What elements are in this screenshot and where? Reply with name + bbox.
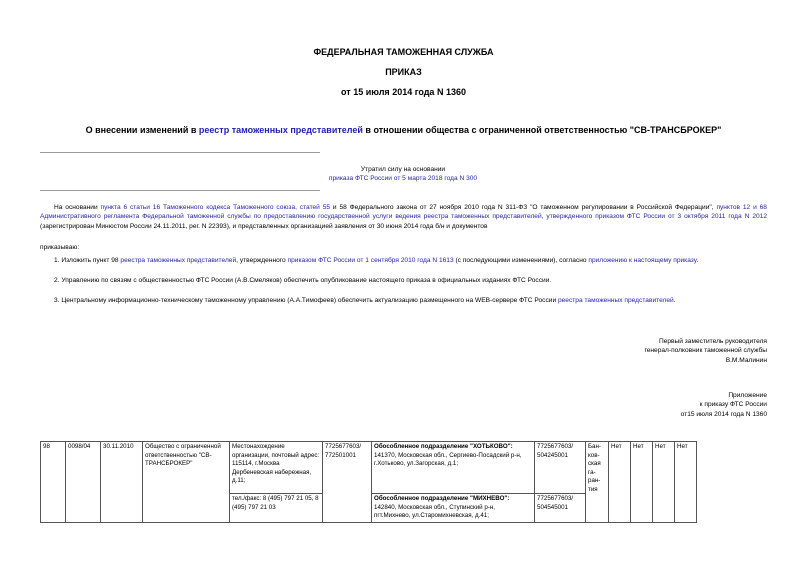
table-row <box>41 442 697 494</box>
preamble-text: и 58 Федерального закона от 27 ноября 2010 года N 311-ФЗ "О таможенном регулировании в Российской Федерации", <box>330 204 717 211</box>
appendix-title: Приложение <box>728 392 767 399</box>
subdivision-name: Обособленное подразделение "ХОТЬКОВО": <box>374 443 513 450</box>
title-text-1: О внесении изменений в <box>85 125 199 135</box>
item-text: (с последующими изменениями), согласно <box>453 257 589 264</box>
order-2012-link[interactable]: приказом ФТС России от 3 октября 2011 года N 2012 <box>595 213 767 221</box>
cell-subdivision-2 <box>372 494 535 523</box>
cell-guarantee: Бан-ков-ская га-ран-тия <box>586 442 609 523</box>
cell-sub-inn-2: 7725677603/ 504545001 <box>535 494 586 523</box>
appendix-link[interactable]: приложению к настоящему приказу <box>588 257 697 264</box>
customs-code-link[interactable]: пункта 6 статьи 16 Таможенного кодекса Таможенного союза, статей 55 <box>100 204 331 211</box>
appendix-ref: к приказу ФТС России <box>699 401 767 409</box>
subdivision-address: 142840, Московская обл., Ступинский р-н, пгт.Михнево, ул.Старомихневская, д.41; <box>374 503 495 520</box>
appendix-date: от15 июля 2014 года N 1360 <box>680 410 767 418</box>
item-text: . <box>673 297 676 304</box>
cell-date: 30.11.2010 <box>101 442 143 523</box>
subdivision-address: 141370, Московская обл., Сергиево-Посадский р-н, г.Хотьково, ул.Загорская, д.1; <box>374 451 522 468</box>
cell-subdivision-1 <box>372 442 535 494</box>
registry-link[interactable]: реестра таможенных представителей <box>120 257 237 264</box>
cell-no-2: Нет <box>631 442 653 523</box>
subdivision-name: Обособленное подразделение "МИХНЕВО": <box>374 495 510 502</box>
title-text-2: в отношении общества с ограниченной ответственностью "СВ-ТРАНСБРОКЕР" <box>362 125 722 135</box>
agency-name: ФЕДЕРАЛЬНАЯ ТАМОЖЕННАЯ СЛУЖБА <box>313 47 494 57</box>
preamble-text: (зарегистрирован Минюстом России 24.11.2011, рег. N 22393), и представленных организацией заявления от 30 июня 2014 года б/н и документов <box>40 222 488 230</box>
cell-inn: 7725677603/ 772501001 <box>323 442 372 523</box>
order-1613-link[interactable]: приказом ФТС России от 1 сентября 2010 года N 1613 <box>287 257 454 264</box>
item-text: . <box>696 257 699 264</box>
divider-bottom <box>40 190 320 191</box>
signer-rank: генерал-полковник таможенной службы <box>644 347 767 355</box>
preamble <box>40 203 767 231</box>
regulation-link[interactable]: пунктов 12 и 68 Административного регламента Федеральной таможенной службы по предоставлению государственной услуги ведения реестра таможенных представителей, утвержденного <box>40 204 767 221</box>
cell-num: 98 <box>41 442 66 523</box>
repeal-order-link[interactable]: приказа ФТС России от 5 марта 2018 года N 300 <box>328 175 478 182</box>
registry-table <box>40 441 697 523</box>
cell-reg-no: 0098/04 <box>66 442 101 523</box>
preamble-text: На основании <box>54 204 101 211</box>
cell-no-4: Нет <box>675 442 697 523</box>
item-text: 1. Изложить пункт 98 <box>54 257 121 264</box>
item-text: 3. Центральному информационно-техническому таможенному управлению (А.А.Тимофеев) обеспечить актуализацию размещенного на WEB-сервере ФТС России <box>54 297 558 304</box>
item-text: , утвержденного <box>236 257 288 264</box>
document-title <box>0 125 807 135</box>
orders-word: приказываю: <box>40 244 80 251</box>
signer-name: В.М.Малинин <box>725 356 767 364</box>
doc-date-number: от 15 июля 2014 года N 1360 <box>341 87 466 97</box>
cell-no-3: Нет <box>653 442 675 523</box>
appendix-header <box>681 391 767 419</box>
registry-link[interactable]: реестр таможенных представителей <box>198 125 363 135</box>
status-line: Утратил силу на основании <box>360 166 446 173</box>
registry-link[interactable]: реестра таможенных представителей <box>557 297 674 304</box>
cell-address: Местонахождение организации, почтовый адрес: 115114, г.Москва Дербеневская набережная, д.11; <box>230 442 323 494</box>
item-1 <box>54 256 767 265</box>
signature-block <box>644 337 767 365</box>
signer-title: Первый заместитель руководителя <box>658 338 767 345</box>
divider-top <box>40 152 320 153</box>
cell-no-1: Нет <box>609 442 631 523</box>
item-3 <box>54 296 767 305</box>
cell-sub-inn-1: 7725677603/ 504245001 <box>535 442 586 494</box>
item-2: 2. Управлению по связям с общественностью ФТС России (А.В.Смеляков) обеспечить опубликование настоящего приказа в официальных изданиях ФТС России. <box>54 277 552 284</box>
cell-phone: тел./факс: 8 (495) 797 21 05, 8 (495) 797 21 03 <box>230 494 323 523</box>
status-note <box>318 165 488 183</box>
doc-type: ПРИКАЗ <box>385 67 422 77</box>
cell-org: Общество с ограниченной ответственностью "СВ-ТРАНСБРОКЕР" <box>143 442 230 523</box>
